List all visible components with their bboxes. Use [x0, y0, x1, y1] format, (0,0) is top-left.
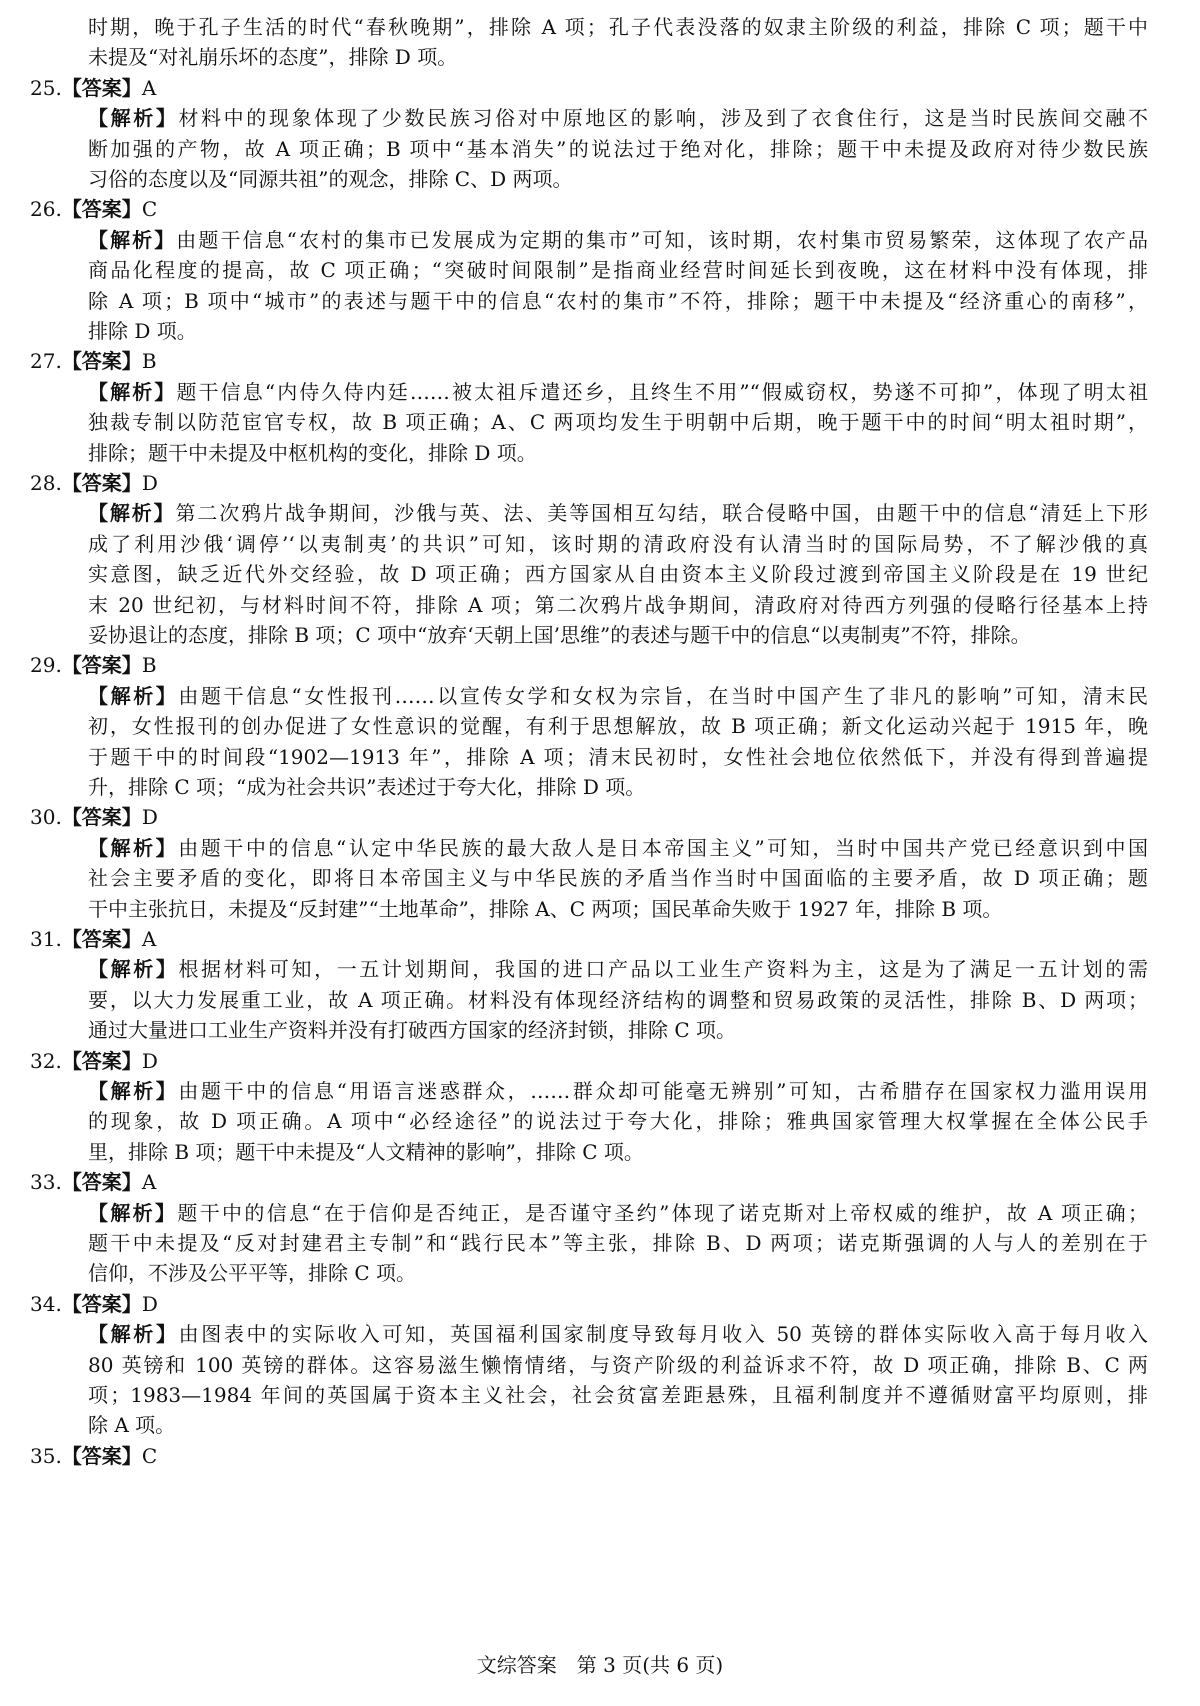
answer-choice: D — [141, 471, 158, 495]
question-number: 33. — [30, 1170, 62, 1195]
explanation-label: 【解析】 — [88, 227, 177, 252]
answer-choice: B — [141, 349, 157, 374]
question-number: 32. — [30, 1048, 62, 1073]
question-number: 30. — [30, 805, 62, 830]
explanation-label: 【解析】 — [88, 106, 179, 131]
answer-choice: C — [141, 1443, 158, 1468]
explanation-text: 根据材料可知，一五计划期间，我国的进口产品以工业生产资料为主，这是为了满足一五计划的需 — [178, 957, 1148, 982]
explanation-line: 排除；题干中未提及中枢机构的变化，排除 D 项。 — [88, 440, 537, 465]
explanation-line: 初，女性报刊的创办促进了女性意识的觉醒，有利于思想解放，故 B 项正确；新文化运动兴起于 1915 年，晚 — [88, 714, 1148, 739]
answer-line — [30, 1046, 158, 1076]
answer-line — [30, 194, 157, 224]
explanation-text: 第二次鸦片战争期间，沙俄与英、法、美等国相互勾结，联合侵略中国，由题干中的信息“清廷上下形 — [175, 501, 1148, 526]
answer-choice: D — [141, 1291, 158, 1316]
explanation-label: 【解析】 — [88, 1200, 178, 1225]
explanation-line: 实意图，缺乏近代外交经验，故 D 项正确；西方国家从自由资本主义阶段过渡到帝国主义阶段是在 19 世纪 — [88, 562, 1148, 587]
explanation-line: 升，排除 C 项；“成为社会共识”表述过于夸大化，排除 D 项。 — [88, 775, 646, 799]
explanation-line: 除 A 项。 — [88, 1413, 176, 1438]
explanation-line — [88, 1076, 1148, 1106]
explanation-label: 【解析】 — [88, 379, 177, 404]
answer-choice: B — [141, 653, 157, 678]
explanation-text: 题干信息“内侍久侍内廷……被太祖斥遣还乡，且终生不用”“假威窃权，势遂不可抑”，体现了明太祖 — [176, 379, 1148, 404]
explanation-text: 由题干信息“农村的集市已发展成为定期的集市”可知，该时期，农村集市贸易繁荣，这体现了农产品 — [176, 227, 1148, 252]
answer-label: 【答案】 — [61, 349, 142, 374]
explanation-line: 习俗的态度以及“同源共祖”的观念，排除 C、D 两项。 — [88, 167, 573, 191]
answer-choice: A — [141, 75, 157, 100]
answer-choice: D — [141, 1048, 158, 1073]
explanation-line: 除 A 项；B 项中“城市”的表述与题干中的信息“农村的集市”不符，排除；题干中未提及“经济重心的南移”， — [88, 288, 1148, 313]
question-number: 35. — [30, 1443, 62, 1468]
answer-line — [30, 73, 156, 103]
explanation-text: 材料中的现象体现了少数民族习俗对中原地区的影响，涉及到了衣食住行，这是当时民族间交融不 — [178, 106, 1148, 131]
explanation-text: 由题干中的信息“用语言迷惑群众，……群众却可能毫无辨别”可知，古希腊存在国家权力滥用误用 — [178, 1079, 1148, 1103]
explanation-line: 断加强的产物，故 A 项正确；B 项中“基本消失”的说法过于绝对化，排除；题干中未提及政府对待少数民族 — [88, 136, 1148, 161]
answer-choice: A — [141, 927, 157, 951]
question-number: 27. — [30, 349, 62, 374]
explanation-line: 于题干中的时间段“1902—1913 年”，排除 A 项；清末民初时，女性社会地位依然低下，并没有得到普遍提 — [88, 744, 1148, 769]
explanation-label: 【解析】 — [88, 835, 179, 860]
explanation-label: 【解析】 — [88, 1079, 179, 1103]
explanation-text: 由图表中的实际收入可知，英国福利国家制度导致每月收入 50 英镑的群体实际收入高于每月收入 — [178, 1322, 1148, 1347]
answer-line — [30, 346, 157, 376]
explanation-label: 【解析】 — [88, 1322, 179, 1347]
explanation-line: 信仰，不涉及公平平等，排除 C 项。 — [88, 1261, 417, 1286]
explanation-line — [88, 103, 1148, 133]
answer-line — [30, 924, 156, 954]
explanation-line: 80 英镑和 100 英镑的群体。这容易滋生懒惰情绪，与资产阶级的利益诉求不符，故 D 项正确，排除 B、C 两 — [88, 1352, 1148, 1377]
answer-label: 【答案】 — [61, 927, 142, 951]
explanation-label: 【解析】 — [88, 957, 179, 982]
question-number: 34. — [30, 1291, 62, 1316]
answer-line — [30, 1441, 157, 1471]
explanation-label: 【解析】 — [88, 501, 176, 526]
explanation-line: 商品化程度的提高，故 C 项正确；“突破时间限制”是指商业经营时间延长到夜晚，这在材料中没有体现，排 — [88, 258, 1148, 283]
explanation-line: 通过大量进口工业生产资料并没有打破西方国家的经济封锁，排除 C 项。 — [88, 1018, 737, 1043]
answer-line — [30, 1289, 158, 1319]
answer-label: 【答案】 — [61, 197, 142, 222]
explanation-line: 要，以大力发展重工业，故 A 项正确。材料没有体现经济结构的调整和贸易政策的灵活性，排除 B、D 两项； — [88, 987, 1148, 1012]
question-number: 31. — [30, 927, 62, 951]
explanation-line: 成了利用沙俄‘调停’‘以夷制夷’的共识”可知，该时期的清政府没有认清当时的国际局势，不了解沙俄的真 — [88, 531, 1148, 556]
answer-label: 【答案】 — [61, 75, 142, 100]
answer-label: 【答案】 — [61, 1443, 142, 1468]
explanation-line — [88, 225, 1148, 255]
answer-label: 【答案】 — [61, 805, 142, 830]
answer-line — [30, 1167, 156, 1197]
explanation-line — [88, 1319, 1148, 1349]
answer-line — [30, 802, 158, 832]
explanation-text: 由题干中的信息“认定中华民族的最大敌人是日本帝国主义”可知，当时中国共产党已经意识到中国 — [178, 835, 1148, 860]
explanation-text: 由题干信息“女性报刊……以宣传女学和女权为宗旨，在当时中国产生了非凡的影响”可知，清末民 — [178, 683, 1148, 708]
answer-choice: C — [141, 197, 158, 222]
answer-label: 【答案】 — [61, 471, 142, 495]
explanation-line — [88, 498, 1148, 528]
explanation-line: 里，排除 B 项；题干中未提及“人文精神的影响”，排除 C 项。 — [88, 1139, 644, 1164]
explanation-line: 题干中未提及“反对封建君主专制”和“践行民本”等主张，排除 B、D 两项；诺克斯强调的人与人的差别在于 — [88, 1231, 1148, 1255]
explanation-line — [88, 681, 1148, 711]
explanation-text: 题干中的信息“在于信仰是否纯正，是否谨守圣约”体现了诺克斯对上帝权威的维护，故 A 项正确； — [177, 1200, 1148, 1225]
explanation-line: 社会主要矛盾的变化，即将日本帝国主义与中华民族的矛盾当作当时中国面临的主要矛盾，故 D 项正确；题 — [88, 866, 1148, 891]
explanation-line — [88, 954, 1148, 984]
explanation-line — [88, 1198, 1148, 1228]
page-footer: 文综答案 第 3 页(共 6 页) — [476, 1653, 724, 1677]
explanation-line: 末 20 世纪初，与材料时间不符，排除 A 项；第二次鸦片战争期间，清政府对待西方列强的侵略行径基本上持 — [88, 592, 1148, 617]
question-number: 28. — [30, 471, 62, 495]
explanation-line — [88, 833, 1148, 863]
answer-line — [30, 650, 157, 680]
explanation-line: 干中主张抗日，未提及“反封建”“土地革命”，排除 A、C 两项；国民革命失败于 1927 年，排除 B 项。 — [88, 896, 1003, 921]
explanation-label: 【解析】 — [88, 683, 179, 708]
question-number: 25. — [30, 75, 62, 100]
answer-choice: A — [141, 1170, 157, 1195]
answer-label: 【答案】 — [61, 653, 142, 678]
explanation-line: 排除 D 项。 — [88, 319, 197, 343]
explanation-line: 项；1983—1984 年间的英国属于资本主义社会，社会贫富差距悬殊，且福利制度并不遵循财富平均原则，排 — [88, 1383, 1148, 1407]
answer-label: 【答案】 — [61, 1048, 142, 1073]
text-line: 时期，晚于孔子生活的时代“春秋晚期”，排除 A 项；孔子代表没落的奴隶主阶级的利益，排除 C 项；题干中 — [88, 15, 1148, 39]
answer-label: 【答案】 — [61, 1170, 142, 1195]
text-line: 未提及“对礼崩乐坏的态度”，排除 D 项。 — [88, 45, 458, 70]
question-number: 26. — [30, 197, 62, 222]
explanation-line: 妥协退让的态度，排除 B 项；C 项中“放弃‘天朝上国’思维”的表述与题干中的信息“以夷制夷”不符，排除。 — [88, 623, 1031, 647]
answer-choice: D — [141, 805, 158, 830]
explanation-line: 独裁专制以防范宦官专权，故 B 项正确；A、C 两项均发生于明朝中后期，晚于题干中的时间“明太祖时期”， — [88, 410, 1148, 435]
answer-label: 【答案】 — [61, 1291, 142, 1316]
answer-line — [30, 468, 158, 498]
explanation-line: 的现象，故 D 项正确。A 项中“必经途径”的说法过于夸大化，排除；雅典国家管理大权掌握在全体公民手 — [88, 1109, 1148, 1134]
question-number: 29. — [30, 653, 62, 678]
explanation-line — [88, 377, 1148, 407]
